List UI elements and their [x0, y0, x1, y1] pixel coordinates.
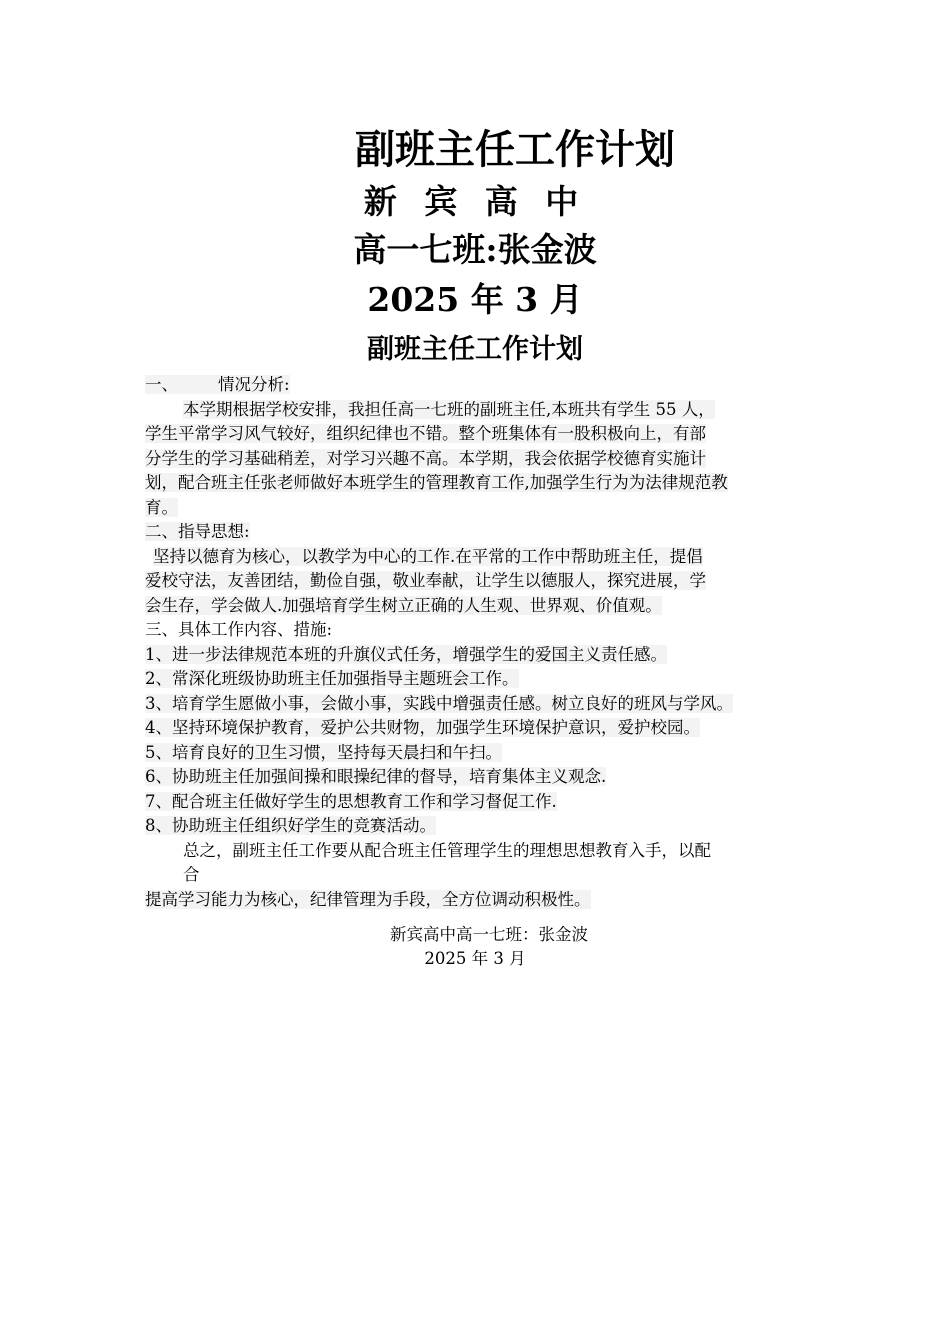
section-1-line: 划，配合班主任张老师做好本班学生的管理教育工作,加强学生行为为法律规范教	[145, 473, 728, 492]
document-body	[145, 373, 835, 912]
list-item: 5、培育良好的卫生习惯，坚持每天晨扫和午扫。	[145, 742, 502, 762]
summary-line: 总之，副班主任工作要从配合班主任管理学生的理想思想教育入手，以配	[183, 840, 711, 860]
section-1-title: 情况分析:	[218, 375, 290, 394]
list-item: 6、协助班主任加强间操和眼操纪律的督导，培育集体主义观念.	[145, 767, 607, 786]
section-3-heading: 三、具体工作内容、措施:	[145, 620, 333, 639]
section-1-heading: 一、 情况分析:	[145, 375, 290, 394]
section-1-line: 育。	[145, 497, 178, 517]
summary-line: 合	[183, 865, 200, 884]
section-2-line: 会生存，学会做人.加强培育学生树立正确的人生观、世界观、价值观。	[145, 595, 662, 615]
section-2-heading: 二、指导思想:	[145, 522, 250, 541]
section-1-line: 本学期根据学校安排，我担任高一七班的副班主任,本班共有学生 55 人，	[183, 399, 715, 419]
section-1-line: 学生平常学习风气较好，组织纪律也不错。整个班集体有一股积极向上，有部	[145, 424, 706, 443]
section-2-line: 爱校守法，友善团结，勤俭自强，敬业奉献，让学生以德服人，探究进展，学	[145, 571, 706, 590]
list-item: 7、配合班主任做好学生的思想教育工作和学习督促工作.	[145, 791, 557, 811]
list-item: 4、坚持环境保护教育，爱护公共财物，加强学生环境保护意识，爱护校园。	[145, 718, 700, 737]
signature-date: 2025 年 3 月	[424, 949, 526, 968]
document-subtitle: 副班主任工作计划	[367, 334, 583, 365]
summary-line: 提高学习能力为核心，纪律管理为手段，全方位调动积极性。	[145, 889, 591, 909]
list-item: 8、协助班主任组织好学生的竞赛活动。	[145, 816, 436, 835]
header-date: 2025 年 3 月	[367, 280, 583, 319]
list-item: 2、常深化班级协助班主任加强指导主题班会工作。	[145, 669, 519, 688]
list-item: 3、培育学生愿做小事，会做小事，实践中增强责任感。树立良好的班风与学风。	[145, 693, 733, 713]
list-item: 1、进一步法律规范本班的升旗仪式任务，增强学生的爱国主义责任感。	[145, 644, 667, 664]
school-name: 新 宾 高 中	[363, 182, 587, 221]
section-1-line: 分学生的学习基础稍差，对学习兴趣不高。本学期，我会依据学校德育实施计	[145, 448, 706, 468]
document-title: 副班主任工作计划	[355, 126, 675, 173]
class-teacher: 高一七班:张金波	[353, 230, 597, 269]
signature-name: 新宾高中高一七班：张金波	[390, 925, 588, 944]
section-2-line: 坚持以德育为核心，以教学为中心的工作.在平常的工作中帮助班主任，提倡	[153, 546, 703, 566]
